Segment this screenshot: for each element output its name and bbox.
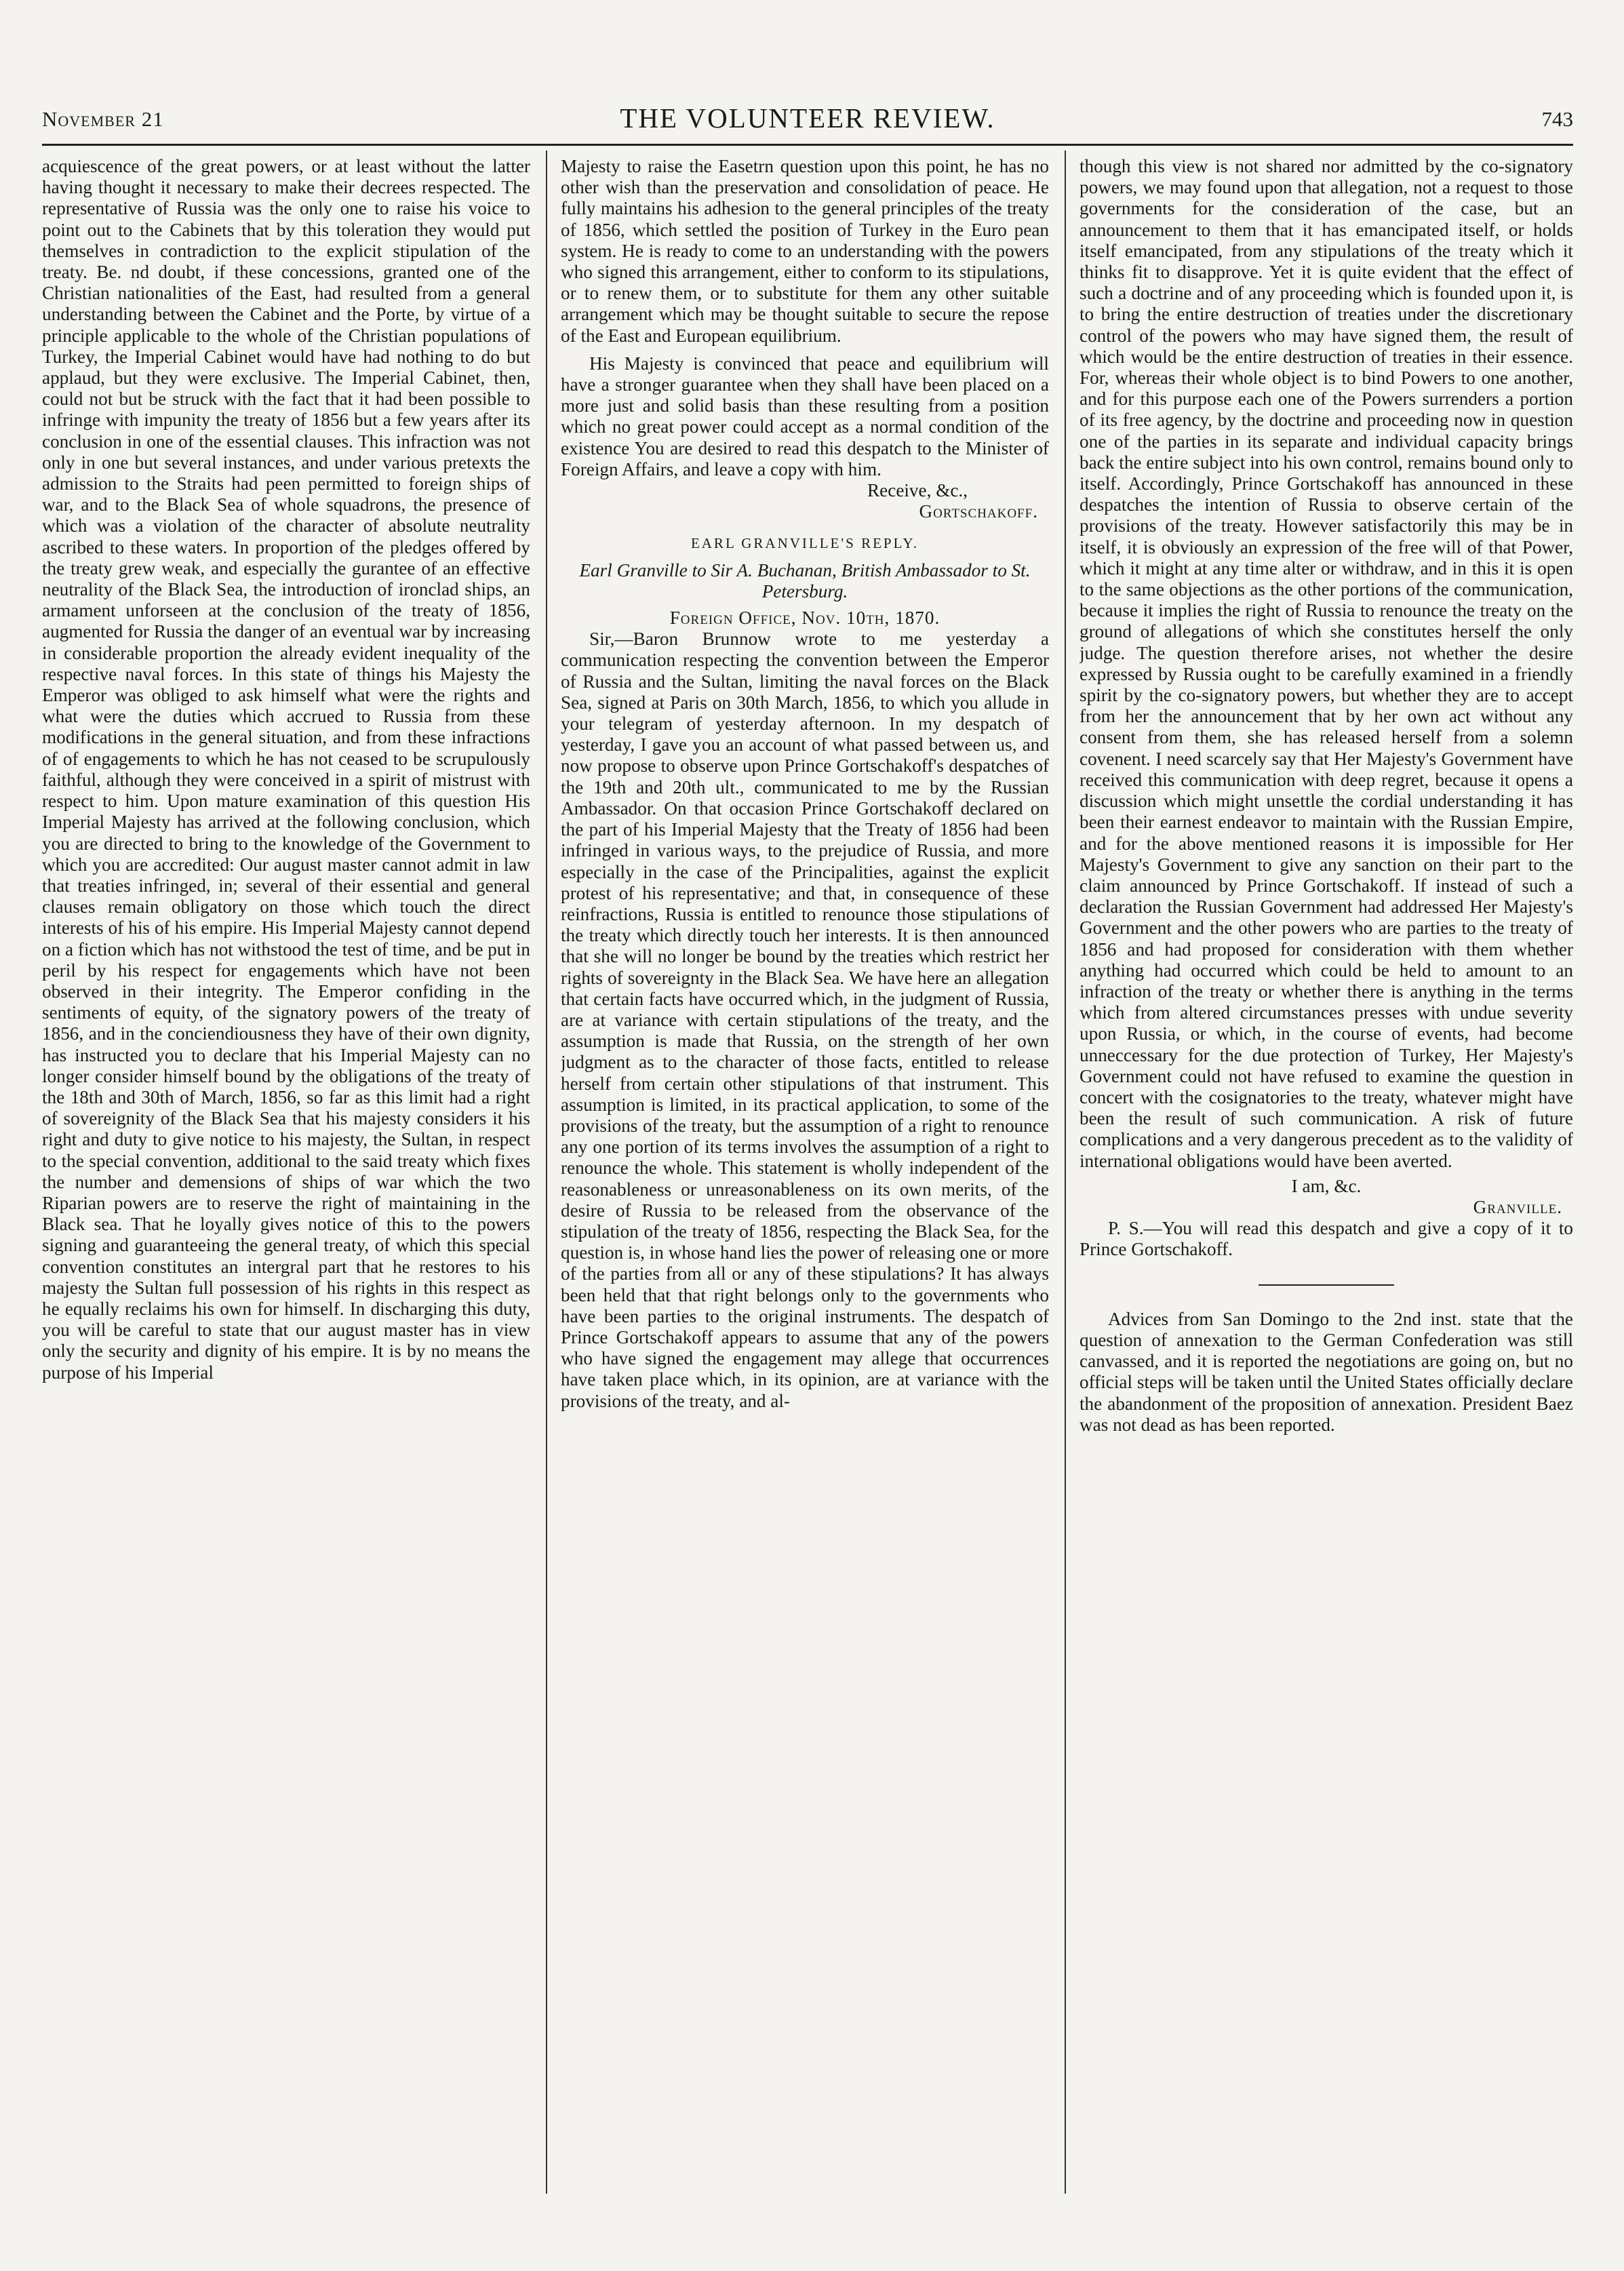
col2-paragraph-1: Majesty to raise the Easetrn question upon this point, he has no other wish than the preservation and consolidation of peace. He fully maintains his adhesion to the general principles of the treaty of 1856, which settled the position of Turkey in the Euro pean system. He is ready to come to an understanding with the powers who signed this arrangement, either to conform to its stipulations, or to renew them, or to substitute for them any other suitable arrangement which may be thought suitable to secure the repose of the East and European equilibrium. [561, 156, 1049, 346]
column-rule-1 [546, 151, 547, 2194]
col3-paragraph-1: though this view is not shared nor admitted by the co-signatory powers, we may found upon that allegation, not a request to those governments for the consideration of the case, but an announcement to them that it has emancipated itself, or holds itself emancipated, from any stipulations of the treaty which it thinks fit to disapprove. Yet it is quite evident that the effect of such a doctrine and of any proceeding which is founded upon it, is to bring the entire destruction of treaties under the discretionary control of the powers who may have signed them, the result of which would be the entire destruction of treaties in their essence. For, whereas their whole object is to bind Powers to one another, and for this purpose each one of the Powers surrenders a portion of its free agency, by the doctrine and proceeding now in question one of the parties in its separate and individual capacity brings back the entire subject into his own control, remains bound only to itself. Accordingly, Prince Gortschakoff has announced in these despatches the intention of Russia to observe certain of the provisions of the treaty. However satisfactorily this may be in itself, it is obviously an expression of the free will of that Power, which it might at any time alter or withdraw, and in this it is open to the same objections as the other portions of the communication, because it implies the right of Russia to renounce the treaty on the ground of allegations of which she constitutes herself the only judge. The question therefore arises, not whether the desire expressed by Russia ought to be carefully examined in a friendly spirit by the co-signatory powers, but whether they are to accept from her the announcement that by her own act without any consent from them, she has released herself from a solemn covenent. I need scarcely say that Her Majesty's Government have received this communication with deep regret, because it opens a discussion which might unsettle the cordial understanding it has been their earnest endeavor to maintain with the Russian Empire, and for the above mentioned reasons it is impossible for Her Majesty's Government to give any sanction on their part to the claim announced by Prince Gortschakoff. If instead of such a declaration the Russian Government had addressed Her Majesty's Government and the other powers who are parties to the treaty of 1856 and had proposed for consideration with them whether anything had occurred which could be held to amount to an infraction of the treaty or whether there is anything in the terms which from altered circumstances presses with undue severity upon Russia, or which, in the course of events, had become unneccessary for the due protection of Turkey, Her Majesty's Government could not have refused to examine the question in concert with the cosignatories to the treaty, whatever might have been the result of such communication. A risk of future complications and a very dangerous precedent as to the validity of international obligations would have been averted. [1080, 156, 1573, 1171]
col2-receive-line: Receive, &c., [867, 480, 968, 501]
col2-paragraph-3: Sir,—Baron Brunnow wrote to me yesterday a communication respecting the convention between the Emperor of Russia and the Sultan, limiting the naval forces on the Black Sea, signed at Paris on 30th March, 1856, to which you allude in your telegram of yesterday afternoon. In my despatch of yesterday, I gave you an account of what passed between us, and now propose to observe upon Prince Gortschakoff's despatches of the 19th and 20th ult., communicated to me by the Russian Ambassador. On that occasion Prince Gortschakoff declared on the part of his Imperial Majesty that the Treaty of 1856 had been infringed in various ways, to the prejudice of Russia, and more especially in the case of the Principalities, against the explicit protest of his representative; and that, in consequence of these reinfractions, Russia is entitled to renounce those stipulations of the treaty which directly touch her interests. It is then announced that she will no longer be bound by the treaties which restrict her rights of sovereignty in the Black Sea. We have here an allegation that certain facts have occurred which, in the judgment of Russia, are at variance with certain stipulations of the treaty, and the assumption is made that Russia, on the strength of her own judgment as to the character of those facts, entitled to release herself from certain other stipulations of that instrument. This assumption is limited, in its practical application, to some of the provisions of the treaty, but the assumption of a right to renounce any one portion of its terms involves the assumption of a right to renounce the whole. This statement is wholly independent of the reasonableness or unreasonableness on its own merits, of the desire of Russia to be released from the observance of the stipulation of the treaty of 1856, respecting the Black Sea, for the question is, in whose hand lies the power of releasing one or more of the parties from all or any of these stipulations? It has always been held that that right belongs only to the governments who have been parties to the original instruments. The despatch of Prince Gortschakoff appears to assume that any of the powers who have signed the engagement may allege that occurrences have taken place which, in its opinion, are at variance with the provisions of the treaty, and al- [561, 629, 1049, 1411]
header-rule [42, 144, 1573, 146]
col2-paragraph-2: His Majesty is convinced that peace and equilibrium will have a stronger guarantee when they shall have been placed on a more just and solid basis than these resulting from a position which no great power could accept as a normal condition of the existence You are desired to read this despatch to the Minister of Foreign Affairs, and leave a copy with him. [561, 353, 1049, 479]
col3-paragraph-2: Advices from San Domingo to the 2nd inst. state that the question of annexation to the German Confederation was still canvassed, and it is reported the negotiations are going on, but no official steps will be taken until the United States officially declare the abandonment of the proposition of annexation. President Baez was not dead as has been reported. [1080, 1308, 1573, 1435]
col3-signature-granville: Granville. [1473, 1196, 1562, 1217]
col3-postscript: P. S.—You will read this despatch and give a copy of it to Prince Gortschakoff. [1080, 1218, 1573, 1260]
letter-dateline: Foreign Office, Nov. 10th, 1870. [669, 608, 940, 629]
col2-signature-gortschakoff: Gortschakoff. [919, 501, 1038, 522]
letter-address: Earl Granville to Sir A. Buchanan, British Ambassador to St. Petersburg. [579, 559, 1031, 601]
section-divider [1080, 1274, 1573, 1295]
col3-closing: I am, &c. [1291, 1175, 1362, 1196]
column-rule-2 [1065, 151, 1066, 2194]
col1-paragraph: acquiescence of the great powers, or at least without the latter having thought it necessary to make their decrees respected. The representative of Russia was the only one to raise his voice to point out to the Cabinets that by this toleration they would put themselves in contradiction to the explicit stipulation of the treaty. Be. nd doubt, if these concessions, granted one of the Christian nationalities of the East, had resulted from a general understanding between the Cabinet and the Porte, by virtue of a principle applicable to the whole of the Christian populations of Turkey, the Imperial Cabinet would have had nothing to do but applaud, but they were exclusive. The Imperial Cabinet, then, could not but be struck with the fact that it had been possible to infringe with impunity the treaty of 1856 but a few years after its conclusion in one of the essential clauses. This infraction was not only in one but several instances, and under various pretexts the admission to the Straits had peen permitted to foreign ships of war, and to the Black Sea of whole squadrons, the presence of which was a violation of the character of absolute neutrality ascribed to these waters. In proportion of the pledges offered by the treaty grew weak, and especially the gurantee of an effective neutrality of the Black Sea, the introduction of ironclad ships, an armament unforseen at the conclusion of the treaty of 1856, augmented for Russia the danger of an eventual war by increasing in considerable proportion the already evident inequality of the respective naval forces. In this state of things his Majesty the Emperor was obliged to ask himself what were the rights and what were the duties which accrued to Russia from these modifications in the general situation, and from these infractions of of engagements to which he has not ceased to be scrupulously faithful, although they were conceived in a spirit of mistrust with respect to him. Upon mature examination of this question His Imperial Majesty has arrived at the following conclusion, which you are directed to bring to the knowledge of the Government to which you are accredited: Our august master cannot admit in law that treaties infringed, in; several of their essential and general clauses remain obligatory on those which touch the direct interests of his of his empire. His Imperial Majesty cannot depend on a fiction which has not withstood the test of time, and be put in peril by his respect for engagements which have not been observed in their integrity. The Emperor confiding in the sentiments of equity, of the signatory powers of the treaty of 1856, and in the conciendiousness they have of their own dignity, has instructed you to declare that his Imperial Majesty can no longer consider himself bound by the obligations of the treaty of the 18th and 30th of March, 1856, so far as this limit had a right of sovereignity of the Black Sea that his majesty considers it his right and duty to give notice to his majesty, the Sultan, in respect to the special convention, additional to the said treaty which fixes the number and demensions of ships of war which the two Riparian powers are to reserve the right of maintaining in the Black sea. That he loyally gives notice of this to the powers signing and guaranteeing the general treaty, of which this special convention constitutes an intergral part that he restores to his majesty the Sultan full possession of his rights in this respect as he equally reclaims his own for himself. In discharging this duty, you will be careful to state that our august master has in view only the security and dignity of his empire. It is by no means the purpose of his Imperial [42, 156, 530, 1383]
column-3 [1080, 156, 1573, 2194]
section-heading-granville-reply: EARL GRANVILLE'S REPLY. [690, 535, 919, 552]
header-date: November 21 [42, 107, 164, 131]
header-title: THE VOLUNTEER REVIEW. [620, 102, 995, 134]
page-header [42, 102, 1573, 140]
column-1 [42, 156, 530, 2194]
column-2 [561, 156, 1049, 2194]
header-page-number: 743 [1541, 107, 1573, 131]
